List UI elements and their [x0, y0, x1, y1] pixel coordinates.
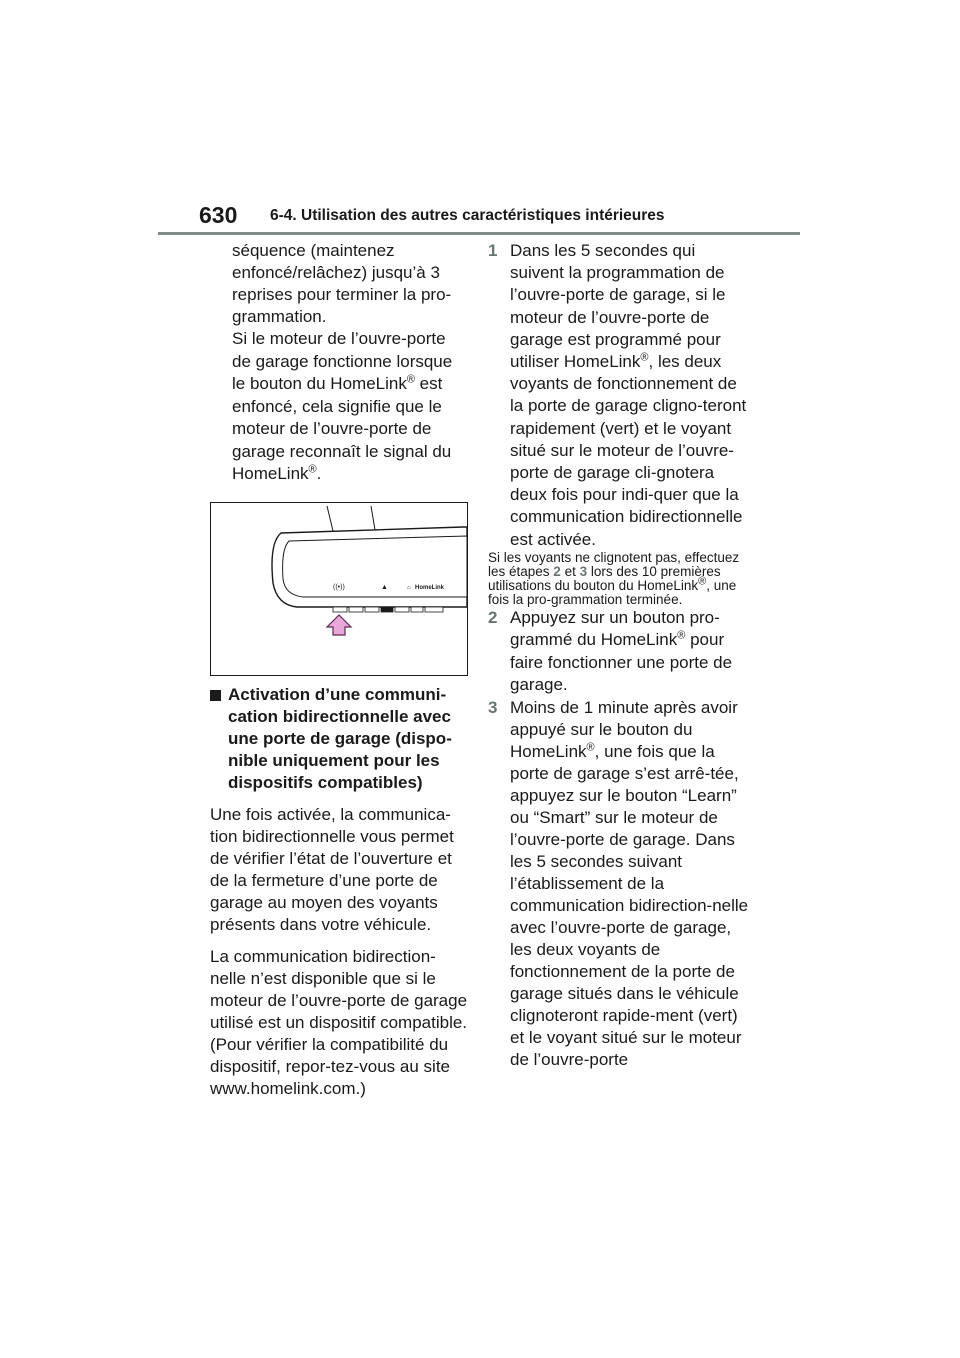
section-title: 6-4. Utilisation des autres caractéristiques intérieures — [270, 207, 665, 224]
triangle-icon: ▲ — [381, 583, 388, 591]
registered-mark: ® — [677, 629, 686, 642]
signal-icon: ((•)) — [333, 583, 345, 591]
step-text-a: Appuyez sur un bouton pro-grammé du HomeLink — [510, 607, 720, 650]
note-paragraph — [488, 551, 750, 607]
mirror-sensor — [381, 607, 393, 612]
homelink-button — [349, 607, 363, 612]
step-2 — [488, 607, 750, 697]
mirror-button — [411, 607, 423, 612]
page-number: 630 — [199, 202, 238, 228]
step-text-a: Moins de 1 minute après avoir appuyé sur le bouton du HomeLink — [510, 697, 738, 761]
note-text-a: Si les voyants ne clignotent pas, effectuez les étapes — [488, 549, 740, 579]
homelink-buttons — [333, 607, 443, 612]
rearview-mirror-illustration — [211, 503, 467, 675]
check-text-b: est enfoncé, cela signifie que le moteur de l’ouvre-porte de garage reconnaît le signal du HomeLink — [232, 374, 452, 483]
mirror-button — [425, 607, 443, 612]
step-text-b: , une fois que la porte de garage s’est arrê-tée, appuyez sur le bouton “Learn” ou “Smart” sur le moteur de l’ouvre-porte de garage. Dans les 5 secondes suivant l’établissement de la communication bidirection-nelle avec l’ouvre-porte de garage, les deux voyants de fonctionnement de la porte de garage situés dans le véhicule clignoteront rapide-ment (vert) et le voyant situé sur le moteur de l’ouvre-porte — [510, 741, 749, 1069]
mount-line — [327, 506, 333, 531]
heading-text: Activation d’une communi-cation bidirectionnelle avec une porte de garage (dispo-nible uniquement pour les dispositifs compatibles) — [228, 684, 452, 792]
registered-mark: ® — [640, 351, 649, 364]
note-text-c: , une fois la pro-grammation terminée. — [488, 577, 737, 607]
step-1 — [488, 240, 750, 551]
right-column — [488, 240, 750, 1071]
step-number: 3 — [488, 697, 498, 717]
step-number: 2 — [488, 607, 498, 627]
note-text-mid: et — [560, 563, 580, 579]
continued-paragraph: séquence (maintenez enfoncé/relâchez) jusqu’à 3 reprises pour terminer la pro-grammation. — [232, 241, 452, 326]
step-3 — [488, 697, 750, 1071]
registered-mark: ® — [406, 373, 415, 386]
mount-line — [371, 506, 375, 530]
homelink-button — [333, 607, 347, 612]
homelink-button — [365, 607, 379, 612]
homelink-logo-icon: ⌂ — [407, 584, 411, 591]
check-text-end: . — [316, 464, 322, 483]
step-text-b: pour faire fonctionner une porte de garage. — [510, 630, 733, 695]
step-text-a: Dans les 5 secondes qui suivent la programmation de l’ouvre-porte de garage, si le moteur de l’ouvre-porte de garage est programmé pour utiliser HomeLink — [510, 241, 726, 372]
step-number: 1 — [488, 241, 498, 260]
note-text-b: lors des 10 premières utilisations du bouton du HomeLink — [488, 563, 721, 593]
paragraph: Une fois activée, la communica-tion bidirectionnelle vous permet de vérifier l’état de l’ouverture et de la fermeture d’une porte de garage au moyen des voyants présents dans votre véhicule. — [210, 804, 454, 934]
check-text-a: Si le moteur de l’ouvre-porte de garage fonctionne lorsque le bouton du HomeLink — [232, 329, 453, 393]
registered-mark: ® — [308, 463, 317, 476]
step-text-b: , les deux voyants de fonctionnement de la porte de garage cligno-teront rapidement (vert) et le voyant situé sur le moteur de l’ouvre-porte de garage cli-gnotera deux fois pour indi-quer que la communication bidirectionnelle est activée. — [510, 352, 747, 549]
square-bullet-icon — [210, 690, 221, 701]
paragraph: La communication bidirection-nelle n’est disponible que si le moteur de l’ouvre-porte de garage utilisé est un dispositif compatible. (Pour vérifier la compatibilité du dispositif, repor-tez-vous au site www.homelink.com.) — [210, 946, 468, 1098]
step-ref: 2 — [553, 563, 561, 579]
left-column — [210, 240, 468, 1100]
registered-mark: ® — [698, 575, 707, 588]
check-paragraph — [210, 328, 468, 486]
homelink-label: HomeLink — [415, 584, 445, 591]
rearview-mirror-figure — [210, 502, 468, 676]
header-rule — [158, 232, 800, 235]
registered-mark: ® — [586, 741, 595, 754]
step-ref: 3 — [579, 563, 588, 579]
arrow-up-icon — [327, 615, 351, 635]
mirror-button — [395, 607, 409, 612]
section-heading — [210, 684, 468, 794]
